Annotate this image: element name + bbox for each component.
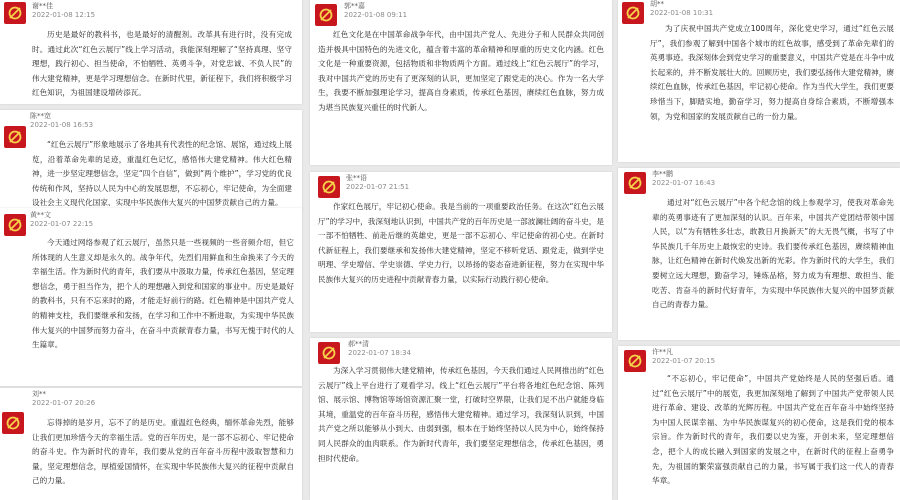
avatar: [2, 412, 24, 434]
comment-author: 张**语: [346, 174, 367, 182]
comment-author: 谢**佳: [32, 2, 53, 10]
comment-author: 李**鹏: [652, 170, 673, 178]
comment-time: 2022-01-08 10:31: [650, 9, 714, 17]
comment-card: [0, 388, 302, 500]
comment-text: 作家红色展厅，牢记初心使命。我是当前的一项重要政治任务。在这次“红色云展厅”的学习中，我深刻地认识到，中国共产党的百年历史是一部波澜壮阔的奋斗史，是一部不怕牺牲、前赴后继的英雄史，更是一部不忘初心、牢记使命的初心史。在新时代新征程上，我们要继承和发扬伟大建党精神，坚定不移听党话、跟党走，做到学史明理、学史增信、学史崇德、学史力行，以昂扬的姿态奋进新征程，努力在实现中华民族伟大复兴的历史进程中贡献青春力量，以实际行动践行初心使命。: [318, 202, 604, 284]
avatar: [4, 2, 26, 24]
party-emblem-icon: [321, 179, 337, 195]
party-emblem-icon: [318, 7, 334, 23]
avatar: [4, 126, 26, 148]
comment-card: [618, 0, 900, 162]
comment-card: [0, 110, 302, 210]
comment-author: 刘**: [32, 390, 46, 398]
comment-text: 忘得掉的是岁月，忘不了的是历史。重温红色经典，缅怀革命先烈，能够让我们更加珍惜今天的幸福生活。党的百年历史，是一部不忘初心、牢记使命的奋斗史。作为新时代的青年，我们要从党的百年奋斗历程中汲取智慧和力量，坚定理想信念，厚植爱国情怀，在实现中华民族伟大复兴的征程中贡献自己的力量。: [32, 418, 294, 486]
avatar: [4, 214, 26, 236]
comment-card: [618, 168, 900, 340]
comment-time: 2022-01-07 20:26: [32, 399, 96, 407]
comment-time: 2022-01-07 18:34: [348, 349, 412, 357]
avatar: [318, 342, 340, 364]
comment-text: “不忘初心，牢记使命”，中国共产党始终是人民的坚强后盾。通过“红色云展厅”中的展览，我更加深刻地了解到了中国共产党带领人民进行革命、建设、改革的光辉历程。中国共产党在百年奋斗中始终坚持为中国人民谋幸福、为中华民族谋复兴的初心使命，这是我们党的根本宗旨。作为新时代的青年，我们要以史为鉴，开创未来，坚定理想信念，把个人的成长融入到国家的发展之中，在新时代的征程上奋勇争先，为祖国的繁荣富强贡献自己的力量，书写属于我们这一代人的青春华章。: [652, 374, 894, 486]
party-emblem-icon: [321, 345, 337, 361]
comment-text: “红色云展厅”形象地展示了各地具有代表性的纪念馆、展馆，通过线上展览，沿着革命先辈的足迹，重温红色记忆，感悟伟大建党精神。伟大红色精神，进一步坚定理想信念，坚定“四个自信”，做到“两个维护”，学习党的优良传统和作风，坚持以人民为中心的发展思想，不忘初心，牢记使命，为全面建设社会主义现代化国家、实现中华民族伟大复兴的中国梦贡献自己的力量。: [32, 140, 292, 208]
comment-author: 黄**文: [30, 211, 51, 219]
party-emblem-icon: [7, 5, 23, 21]
comment-card: [310, 338, 612, 500]
comment-time: 2022-01-07 22:15: [30, 220, 94, 228]
avatar: [622, 2, 644, 24]
comment-author: 陈**宽: [30, 112, 51, 120]
comment-text: 今天通过网络参观了红云展厅，虽然只是一些视频的一些音频介绍，但它所体现的人生意义却是永久的。战争年代，先烈们用鲜血和生命换来了今天的幸福生活。作为新时代的青年，我们要从中汲取力量，传承红色基因，坚定理想信念，勇于担当作为，把个人的理想融入到党和国家的事业中。历史是最好的教科书，只有不忘来时的路，才能走好前行的路。红色精神是中国共产党人的精神支柱，我们要继承和发扬，在学习和工作中不断进取，为实现中华民族伟大复兴的中国梦而努力奋斗，在奋斗中贡献青春力量，书写无愧于时代的人生篇章。: [32, 238, 294, 350]
comment-text: 通过对“红色云展厅”中各个纪念馆的线上参观学习，使我对革命先辈的英勇事迹有了更加深刻的认识。百年来，中国共产党团结带领中国人民，以“为有牺牲多壮志，敢教日月换新天”的大无畏气概，书写了中华民族几千年历史上最恢宏的史诗。我们要传承红色基因，赓续精神血脉，让红色精神在新时代焕发出新的光彩。作为新时代的大学生，我们要树立远大理想，勤奋学习，锤炼品格，努力成为有理想、敢担当、能吃苦、肯奋斗的新时代好青年，为实现中华民族伟大复兴的中国梦贡献自己的青春力量。: [652, 198, 894, 310]
comment-time: 2022-01-07 21:51: [346, 183, 410, 191]
party-emblem-icon: [7, 129, 23, 145]
comment-time: 2022-01-07 16:43: [652, 179, 716, 187]
avatar: [624, 172, 646, 194]
comment-text: 为了庆祝中国共产党成立100周年，深化党史学习，通过“红色云展厅”，我们参观了解到中国各个城市的红色故事，感受到了革命先辈们的英勇事迹。我深刻体会到党史学习的重要意义，中国共产党是在斗争中成长起来的，并不断发展壮大的。回顾历史，我们要弘扬伟大建党精神，赓续红色血脉，传承红色基因，牢记初心使命。作为当代大学生，我们更要珍惜当下，脚踏实地，勤奋学习，努力提高自身综合素质，不断增强本领，为党和国家的发展贡献自己的一份力量。: [650, 24, 894, 121]
avatar: [318, 176, 340, 198]
comment-time: 2022-01-08 12:15: [32, 11, 96, 19]
comment-author: 郭**嘉: [344, 2, 365, 10]
comment-card: [618, 346, 900, 500]
comment-text: 为深入学习贯彻伟大建党精神，传承红色基因，今天我们通过人民网推出的“红色云展厅”线上平台进行了观看学习。线上“红色云展厅”平台将各地红色纪念馆、陈列馆、展示馆、博物馆等场馆资源汇聚一堂，打破时空界限，让我们足不出户就能身临其境，重温党的百年奋斗历程，感悟伟大建党精神。通过学习，我深刻认识到，中国共产党之所以能够从小到大、由弱到强，根本在于始终坚持以人民为中心，始终保持同人民群众的血肉联系。作为新时代青年，我们要坚定理想信念，传承红色基因，勇担时代使命。: [318, 366, 604, 463]
comment-author: 许**凡: [652, 348, 673, 356]
comment-card: [0, 208, 302, 386]
avatar: [315, 4, 337, 26]
party-emblem-icon: [627, 175, 643, 191]
party-emblem-icon: [7, 217, 23, 233]
party-emblem-icon: [5, 415, 21, 431]
comment-author: 郝**清: [348, 340, 369, 348]
comment-author: 胡**: [650, 0, 664, 8]
comment-time: 2022-01-07 20:15: [652, 357, 716, 365]
comment-time: 2022-01-08 09:11: [344, 11, 408, 19]
comment-card: [310, 172, 612, 332]
comment-card: [0, 0, 302, 104]
comment-time: 2022-01-08 16:53: [30, 121, 94, 129]
comment-text: 红色文化是在中国革命战争年代，由中国共产党人、先进分子和人民群众共同创造并极具中国特色的先进文化，蕴含着丰富的革命精神和厚重的历史文化内涵。红色文化是一种重要资源，包括物质和非物质两个方面。通过线上“红色云展厅”的学习，我对中国共产党的历史有了更深刻的认识，更加坚定了跟党走的决心。作为一名大学生，我要不断加强理论学习，提高自身素质，传承红色基因，赓续红色血脉，努力成为堪当民族复兴重任的时代新人。: [318, 30, 604, 112]
comment-text: 历史是最好的教科书，也是最好的清醒剂。改革具有进行时，没有完成时。通过此次“红色云展厅”线上学习活动，我能深刻理解了“坚持真理、坚守理想，践行初心、担当使命，不怕牺牲、英勇斗争，对党忠诚、不负人民”的伟大建党精神，更是学习理想信念。在新时代里，新征程下，我们将积极学习红色知识，为祖国建设增砖添瓦。: [32, 30, 292, 98]
party-emblem-icon: [625, 5, 641, 21]
party-emblem-icon: [627, 353, 643, 369]
comment-card: [310, 0, 612, 165]
avatar: [624, 350, 646, 372]
